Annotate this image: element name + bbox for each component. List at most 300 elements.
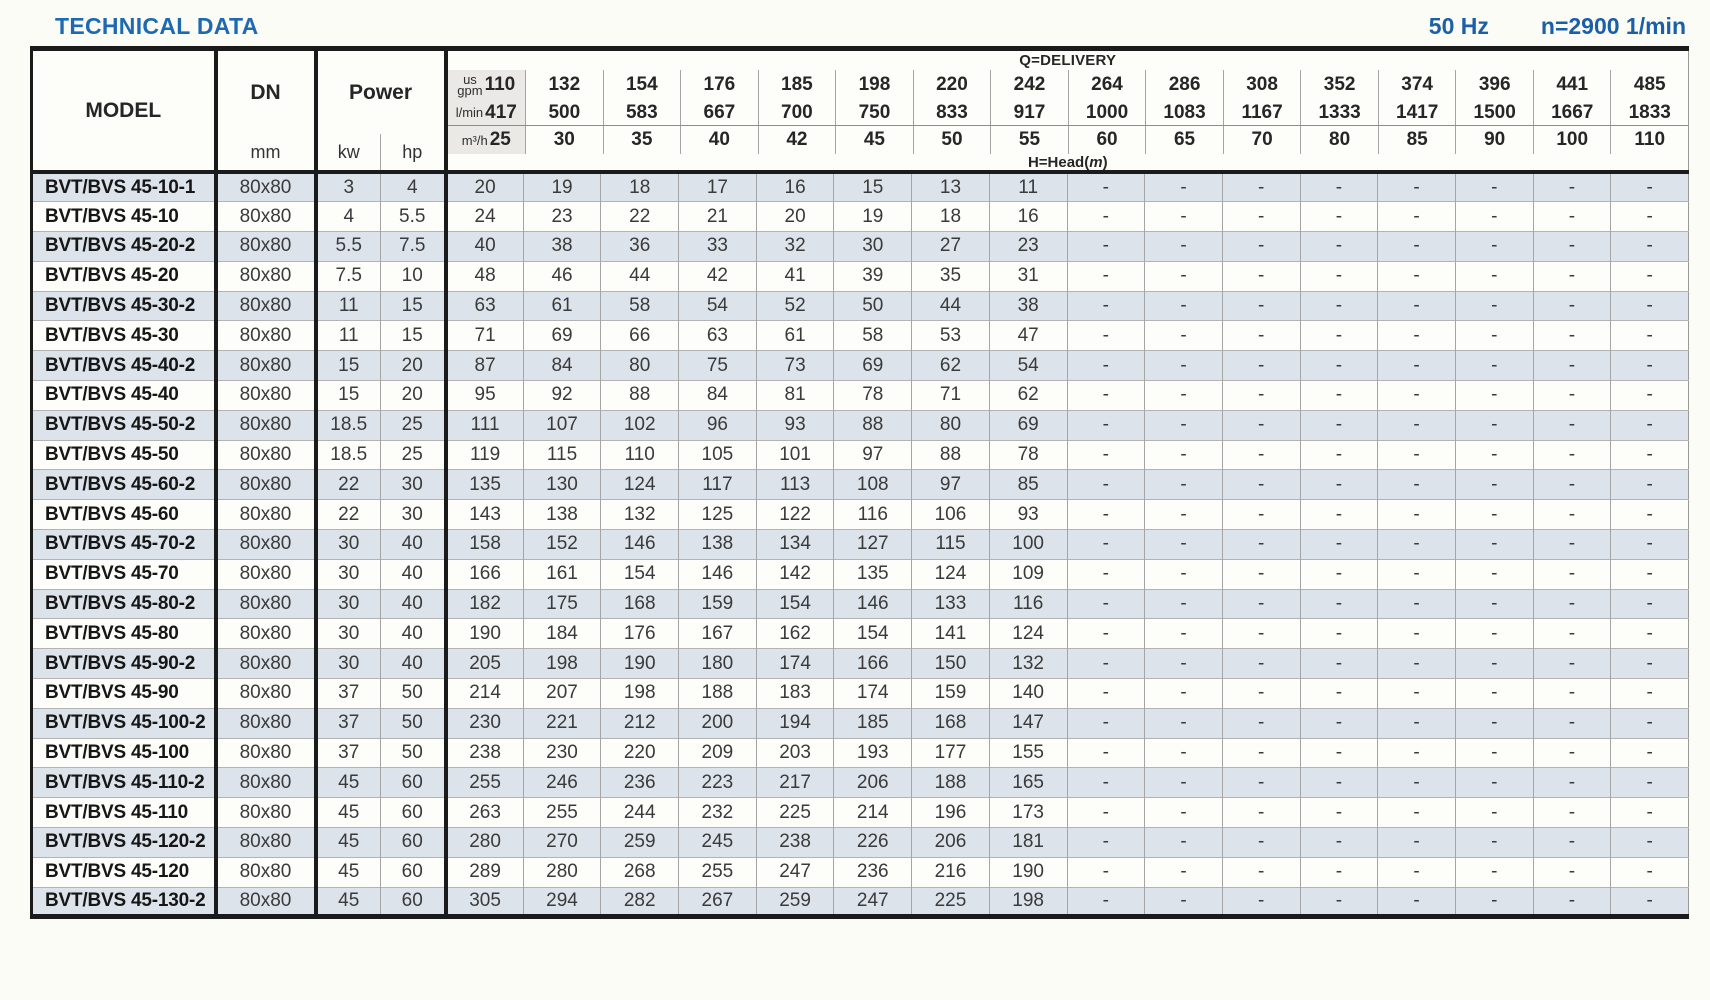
hp-cell: 30 [381, 470, 446, 500]
head-value-cell: - [1067, 410, 1145, 440]
head-value-cell: 95 [446, 381, 524, 411]
head-value-cell: - [1611, 351, 1689, 381]
head-value-cell: - [1378, 679, 1456, 709]
lmin-row [448, 100, 1689, 126]
head-value-cell: - [1533, 649, 1611, 679]
head-value-cell: 168 [601, 589, 679, 619]
head-value-cell: 150 [912, 649, 990, 679]
unit-value-cell: 441 [1533, 70, 1611, 100]
kw-cell: 30 [316, 619, 381, 649]
head-value-cell: - [1455, 500, 1533, 530]
model-cell: BVT/BVS 45-20 [32, 261, 216, 291]
head-value-cell: 294 [523, 887, 601, 917]
kw-cell: 30 [316, 559, 381, 589]
kw-cell: 30 [316, 530, 381, 560]
head-value-cell: 87 [446, 351, 524, 381]
head-value-cell: - [1533, 470, 1611, 500]
head-value-cell: 268 [601, 857, 679, 887]
head-value-cell: - [1300, 440, 1378, 470]
dn-cell: 80x80 [216, 887, 316, 917]
head-value-cell: 44 [601, 261, 679, 291]
head-value-cell: - [1145, 321, 1223, 351]
head-label-suffix: ) [1102, 153, 1108, 171]
head-value-cell: - [1145, 440, 1223, 470]
head-value-cell: 200 [679, 708, 757, 738]
head-value-cell: - [1300, 232, 1378, 262]
unit-value-cell: 667 [680, 100, 758, 125]
head-value-cell: - [1222, 470, 1300, 500]
head-value-cell: 105 [679, 440, 757, 470]
head-value-cell: 207 [523, 679, 601, 709]
head-value-cell: 147 [989, 708, 1067, 738]
head-value-cell: - [1533, 619, 1611, 649]
head-value-cell: 143 [446, 500, 524, 530]
model-cell: BVT/BVS 45-100 [32, 738, 216, 768]
dn-cell: 80x80 [216, 351, 316, 381]
head-value-cell: - [1300, 351, 1378, 381]
head-value-cell: - [1378, 530, 1456, 560]
head-value-cell: 214 [834, 798, 912, 828]
model-cell: BVT/BVS 45-120 [32, 857, 216, 887]
head-value-cell: 188 [679, 679, 757, 709]
head-value-cell: 282 [601, 887, 679, 917]
kw-cell: 15 [316, 381, 381, 411]
table-row [32, 679, 1689, 709]
head-value-cell: - [1300, 679, 1378, 709]
head-value-cell: 62 [912, 351, 990, 381]
table-row [32, 798, 1689, 828]
head-value-cell: - [1145, 619, 1223, 649]
head-value-cell: 183 [756, 679, 834, 709]
head-value-cell: - [1067, 202, 1145, 232]
head-value-cell: - [1378, 500, 1456, 530]
head-value-cell: - [1300, 202, 1378, 232]
delivery-header [446, 49, 1689, 173]
head-value-cell: 198 [989, 887, 1067, 917]
head-value-cell: 193 [834, 738, 912, 768]
head-value-cell: 154 [756, 589, 834, 619]
dn-cell: 80x80 [216, 410, 316, 440]
head-value-cell: 36 [601, 232, 679, 262]
head-value-cell: - [1455, 470, 1533, 500]
head-value-cell: 38 [989, 291, 1067, 321]
head-value-cell: 116 [834, 500, 912, 530]
head-value-cell: - [1611, 679, 1689, 709]
head-value-cell: - [1067, 291, 1145, 321]
hp-cell: 25 [381, 410, 446, 440]
power-label: Power [348, 80, 413, 104]
unit-value-cell: 917 [990, 100, 1068, 125]
table-row [32, 202, 1689, 232]
head-value-cell: 71 [912, 381, 990, 411]
head-value-cell: 190 [601, 649, 679, 679]
head-value-cell: 138 [523, 500, 601, 530]
unit-value-cell: 750 [835, 100, 913, 125]
head-value-cell: 96 [679, 410, 757, 440]
hp-cell: 40 [381, 589, 446, 619]
head-value-cell: - [1611, 828, 1689, 858]
head-value-cell: 75 [679, 351, 757, 381]
head-value-cell: - [1378, 202, 1456, 232]
head-value-cell: - [1067, 530, 1145, 560]
head-value-cell: 177 [912, 738, 990, 768]
unit-value-cell: 60 [1068, 126, 1146, 154]
head-value-cell: - [1145, 261, 1223, 291]
head-value-cell: 47 [989, 321, 1067, 351]
head-value-cell: - [1222, 857, 1300, 887]
dn-cell: 80x80 [216, 828, 316, 858]
unit-value-cell: us gpm 110 [448, 70, 526, 100]
head-value-cell: 140 [989, 679, 1067, 709]
head-value-cell: 255 [679, 857, 757, 887]
head-value-cell: 63 [446, 291, 524, 321]
head-value-cell: 17 [679, 172, 757, 202]
head-value-cell: 32 [756, 232, 834, 262]
kw-cell: 3 [316, 172, 381, 202]
head-value-cell: - [1611, 768, 1689, 798]
head-value-cell: 263 [446, 798, 524, 828]
head-value-cell: - [1455, 798, 1533, 828]
head-value-cell: 31 [989, 261, 1067, 291]
head-value-cell: - [1300, 291, 1378, 321]
table-row [32, 440, 1689, 470]
head-value-cell: - [1300, 172, 1378, 202]
model-cell: BVT/BVS 45-90-2 [32, 649, 216, 679]
hp-cell: 50 [381, 679, 446, 709]
model-cell: BVT/BVS 45-30-2 [32, 291, 216, 321]
head-value-cell: 216 [912, 857, 990, 887]
head-value-cell: 85 [989, 470, 1067, 500]
head-value-cell: - [1222, 321, 1300, 351]
head-value-cell: 158 [446, 530, 524, 560]
head-value-cell: - [1067, 768, 1145, 798]
head-value-cell: - [1533, 589, 1611, 619]
head-value-cell: 61 [756, 321, 834, 351]
dn-cell: 80x80 [216, 679, 316, 709]
head-value-cell: - [1145, 351, 1223, 381]
hp-cell: 7.5 [381, 232, 446, 262]
head-value-cell: 226 [834, 828, 912, 858]
head-value-cell: 58 [601, 291, 679, 321]
head-value-cell: 212 [601, 708, 679, 738]
table-row [32, 649, 1689, 679]
head-value-cell: - [1533, 530, 1611, 560]
head-value-cell: 174 [834, 679, 912, 709]
unit-value-cell: 220 [913, 70, 991, 100]
head-value-cell: 206 [834, 768, 912, 798]
head-value-cell: - [1533, 768, 1611, 798]
head-value-cell: 11 [989, 172, 1067, 202]
head-value-cell: - [1611, 500, 1689, 530]
head-value-cell: 230 [446, 708, 524, 738]
head-value-cell: 166 [446, 559, 524, 589]
head-value-cell: 259 [756, 887, 834, 917]
unit-label: us gpm [457, 72, 483, 98]
kw-cell: 11 [316, 321, 381, 351]
head-value-cell: - [1533, 828, 1611, 858]
head-value-cell: - [1145, 589, 1223, 619]
kw-cell: 18.5 [316, 440, 381, 470]
head-value-cell: - [1611, 589, 1689, 619]
head-value-cell: 78 [989, 440, 1067, 470]
hp-cell: 50 [381, 738, 446, 768]
table-row [32, 321, 1689, 351]
head-value-cell: 134 [756, 530, 834, 560]
head-value-cell: 305 [446, 887, 524, 917]
dn-cell: 80x80 [216, 261, 316, 291]
model-cell: BVT/BVS 45-60-2 [32, 470, 216, 500]
head-value-cell: - [1067, 589, 1145, 619]
head-value-cell: 280 [446, 828, 524, 858]
model-column-header: MODEL [32, 49, 216, 173]
hp-cell: 10 [381, 261, 446, 291]
head-value-cell: 194 [756, 708, 834, 738]
head-value-cell: - [1455, 232, 1533, 262]
head-value-cell: 124 [989, 619, 1067, 649]
head-value-cell: 154 [601, 559, 679, 589]
head-value-cell: - [1222, 530, 1300, 560]
kw-cell: 45 [316, 828, 381, 858]
head-value-cell: - [1455, 559, 1533, 589]
unit-value-cell: 35 [603, 126, 681, 154]
head-value-cell: 92 [523, 381, 601, 411]
head-value-cell: - [1145, 887, 1223, 917]
head-value-cell: 42 [679, 261, 757, 291]
hp-cell: 40 [381, 649, 446, 679]
head-value-cell: 198 [601, 679, 679, 709]
head-value-cell: 175 [523, 589, 601, 619]
table-row [32, 500, 1689, 530]
head-value-cell: - [1455, 202, 1533, 232]
head-value-cell: 102 [601, 410, 679, 440]
hp-cell: 30 [381, 500, 446, 530]
head-value-cell: - [1611, 202, 1689, 232]
head-value-cell: - [1611, 470, 1689, 500]
head-value-cell: - [1455, 887, 1533, 917]
head-value-cell: - [1300, 828, 1378, 858]
unit-value-cell: 1417 [1378, 100, 1456, 125]
head-value-cell: - [1145, 828, 1223, 858]
head-value-cell: - [1145, 679, 1223, 709]
head-value-cell: - [1533, 261, 1611, 291]
head-value-cell: 63 [679, 321, 757, 351]
head-value-cell: 135 [834, 559, 912, 589]
table-row [32, 559, 1689, 589]
unit-value-cell: 132 [525, 70, 603, 100]
head-value-cell: 84 [523, 351, 601, 381]
dn-cell: 80x80 [216, 291, 316, 321]
dn-cell: 80x80 [216, 649, 316, 679]
head-value-cell: - [1067, 828, 1145, 858]
unit-value-cell: 1000 [1068, 100, 1146, 125]
head-value-cell: - [1533, 857, 1611, 887]
head-value-cell: - [1378, 381, 1456, 411]
head-value-cell: - [1067, 738, 1145, 768]
unit-value-cell: 1667 [1533, 100, 1611, 125]
kw-cell: 11 [316, 291, 381, 321]
table-row [32, 381, 1689, 411]
unit-label: l/min [455, 105, 484, 120]
table-row [32, 530, 1689, 560]
head-value-cell: - [1222, 649, 1300, 679]
hp-cell: 15 [381, 321, 446, 351]
unit-value-cell: 65 [1145, 126, 1223, 154]
head-value-cell: 122 [756, 500, 834, 530]
head-value-cell: - [1533, 440, 1611, 470]
head-value-cell: - [1455, 351, 1533, 381]
head-value-cell: 247 [756, 857, 834, 887]
hp-cell: 20 [381, 351, 446, 381]
head-value-cell: - [1455, 410, 1533, 440]
table-row [32, 619, 1689, 649]
model-cell: BVT/BVS 45-30 [32, 321, 216, 351]
head-value-cell: - [1611, 172, 1689, 202]
head-value-cell: - [1300, 500, 1378, 530]
head-value-cell: 214 [446, 679, 524, 709]
head-value-cell: - [1145, 857, 1223, 887]
head-value-cell: 18 [601, 172, 679, 202]
head-label [448, 154, 1689, 170]
head-value-cell: 39 [834, 261, 912, 291]
head-value-cell: 69 [989, 410, 1067, 440]
head-value-cell: 16 [989, 202, 1067, 232]
head-value-cell: - [1300, 887, 1378, 917]
head-value-cell: 142 [756, 559, 834, 589]
head-value-cell: - [1222, 738, 1300, 768]
head-value-cell: 206 [912, 828, 990, 858]
head-value-cell: - [1145, 381, 1223, 411]
head-value-cell: - [1222, 410, 1300, 440]
head-value-cell: 209 [679, 738, 757, 768]
head-value-cell: 255 [446, 768, 524, 798]
head-value-cell: - [1067, 887, 1145, 917]
head-value-cell: 182 [446, 589, 524, 619]
unit-label: m³/h [461, 132, 488, 148]
head-value-cell: - [1533, 291, 1611, 321]
head-value-cell: 280 [523, 857, 601, 887]
head-value-cell: - [1300, 321, 1378, 351]
head-value-cell: 80 [912, 410, 990, 440]
head-value-cell: 41 [756, 261, 834, 291]
head-value-cell: 93 [989, 500, 1067, 530]
model-cell: BVT/BVS 45-10-1 [32, 172, 216, 202]
head-value-cell: - [1222, 887, 1300, 917]
head-value-cell: - [1378, 649, 1456, 679]
kw-cell: 45 [316, 768, 381, 798]
model-cell: BVT/BVS 45-40-2 [32, 351, 216, 381]
head-value-cell: 73 [756, 351, 834, 381]
head-value-cell: - [1067, 440, 1145, 470]
head-value-cell: - [1300, 410, 1378, 440]
head-value-cell: 116 [989, 589, 1067, 619]
head-value-cell: - [1145, 530, 1223, 560]
head-value-cell: - [1067, 679, 1145, 709]
head-value-cell: 35 [912, 261, 990, 291]
head-value-cell: - [1611, 649, 1689, 679]
head-value-cell: 138 [679, 530, 757, 560]
head-value-cell: - [1533, 679, 1611, 709]
kw-unit-label: kw [337, 141, 360, 162]
unit-value-cell: 70 [1223, 126, 1301, 154]
head-value-cell: 221 [523, 708, 601, 738]
head-value-cell: - [1611, 798, 1689, 828]
head-value-cell: - [1145, 768, 1223, 798]
head-value-cell: - [1222, 291, 1300, 321]
head-value-cell: 141 [912, 619, 990, 649]
head-value-cell: 132 [989, 649, 1067, 679]
unit-value-cell: 308 [1223, 70, 1301, 100]
head-value-cell: 238 [756, 828, 834, 858]
head-value-cell: - [1378, 172, 1456, 202]
head-value-cell: - [1611, 887, 1689, 917]
unit-value-cell: 55 [990, 126, 1068, 154]
head-value-cell: - [1067, 172, 1145, 202]
unit-value-cell: 583 [603, 100, 681, 125]
hp-cell: 15 [381, 291, 446, 321]
head-value-cell: - [1611, 559, 1689, 589]
head-value-cell: - [1455, 828, 1533, 858]
head-value-cell: 88 [601, 381, 679, 411]
power-column-header [316, 49, 446, 173]
table-row [32, 410, 1689, 440]
head-value-cell: - [1222, 798, 1300, 828]
unit-value-cell: 242 [990, 70, 1068, 100]
dn-cell: 80x80 [216, 202, 316, 232]
technical-data-table [30, 46, 1689, 919]
head-value-cell: 66 [601, 321, 679, 351]
head-value-cell: 109 [989, 559, 1067, 589]
head-value-cell: - [1222, 619, 1300, 649]
kw-cell: 7.5 [316, 261, 381, 291]
head-value-cell: - [1300, 738, 1378, 768]
head-value-cell: - [1067, 798, 1145, 828]
head-value-cell: - [1611, 291, 1689, 321]
model-cell: BVT/BVS 45-120-2 [32, 828, 216, 858]
head-value-cell: 125 [679, 500, 757, 530]
head-value-cell: 20 [756, 202, 834, 232]
head-value-cell: 20 [446, 172, 524, 202]
dn-cell: 80x80 [216, 530, 316, 560]
unit-value-cell: 1333 [1300, 100, 1378, 125]
head-value-cell: 53 [912, 321, 990, 351]
head-value-cell: 127 [834, 530, 912, 560]
table-row [32, 291, 1689, 321]
speed-label: n=2900 1/min [1540, 13, 1686, 39]
head-value-cell: 115 [912, 530, 990, 560]
model-cell: BVT/BVS 45-60 [32, 500, 216, 530]
head-value-cell: - [1378, 291, 1456, 321]
kw-cell: 18.5 [316, 410, 381, 440]
kw-cell: 4 [316, 202, 381, 232]
head-value-cell: - [1611, 530, 1689, 560]
head-value-cell: 246 [523, 768, 601, 798]
head-value-cell: 124 [601, 470, 679, 500]
hp-unit-label: hp [380, 134, 444, 170]
head-value-cell: - [1067, 500, 1145, 530]
kw-cell: 45 [316, 887, 381, 917]
head-value-cell: 161 [523, 559, 601, 589]
head-value-cell: - [1611, 232, 1689, 262]
head-value-cell: 203 [756, 738, 834, 768]
head-value-cell: - [1611, 381, 1689, 411]
head-value-cell: 58 [834, 321, 912, 351]
head-value-cell: - [1378, 440, 1456, 470]
table-body [32, 172, 1689, 917]
head-value-cell: - [1300, 530, 1378, 560]
unit-value-cell: 100 [1533, 126, 1611, 154]
kw-cell: 37 [316, 679, 381, 709]
head-value-cell: - [1222, 381, 1300, 411]
